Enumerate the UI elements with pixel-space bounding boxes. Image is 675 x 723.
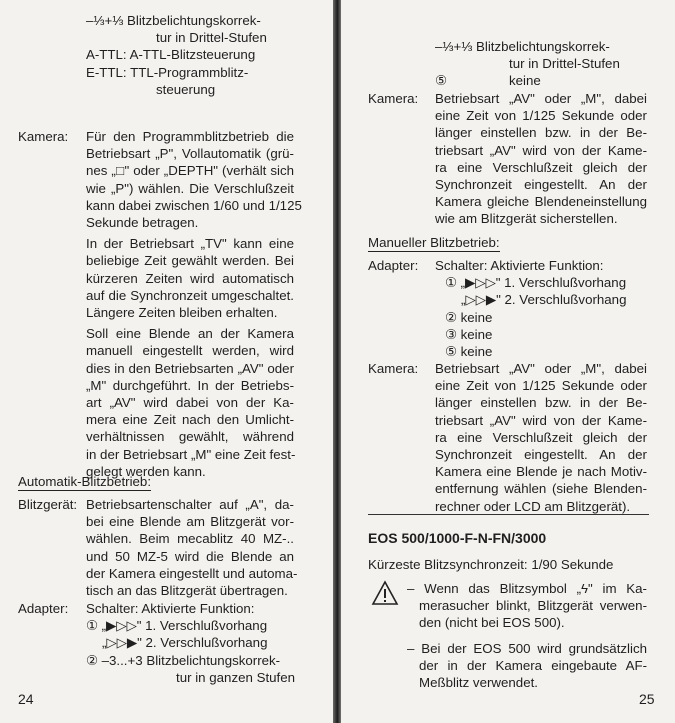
page-number: 24 xyxy=(18,691,34,707)
text-line: gelegt werden kann. xyxy=(86,463,206,479)
sync-time-line: Kürzeste Blitzsynchronzeit: 1/90 Sekunde xyxy=(368,557,614,572)
text-line: tisch an das Blitzgerät übertragen. xyxy=(86,583,288,599)
kamera-paragraph xyxy=(86,128,302,480)
text-line: eine Zeit von 1/125 Sekunde oder xyxy=(435,378,647,394)
warning-note xyxy=(407,580,647,632)
section-divider xyxy=(368,514,649,515)
flash-item-line: A-TTL: A-TTL-Blitzsteuerung xyxy=(86,47,256,63)
eos-model-heading: EOS 500/1000-F-N-FN/3000 xyxy=(368,530,547,546)
text-line: Synchronzeit eingestellt. An der xyxy=(435,177,647,193)
text-line: Sekunde betragen. xyxy=(86,215,199,231)
flash-item-line: steuerung xyxy=(156,81,216,97)
flash-item-line: ⑤ xyxy=(435,73,447,89)
text-line: Betriebsart „AV" oder „M", dabei xyxy=(435,91,647,106)
text-line: ra eine Verschlußzeit gleich der xyxy=(435,429,647,445)
text-line: in der Betriebsart „M" eine Zeit fest- xyxy=(86,446,296,462)
flash-item-line: –⅓+⅓ Blitzbelichtungskorrek- xyxy=(86,13,261,28)
text-line: wie am Blitzgerät sicherstellen. xyxy=(435,211,618,227)
text-line: „▷▷▶" 2. Verschlußvorhang xyxy=(461,292,627,308)
text-line: kann dabei zwischen 1/60 und 1/125 xyxy=(86,197,302,213)
blitzgeraet-label: Blitzgerät: xyxy=(18,497,78,512)
text-line: Betriebsart „P", Vollautomatik (grü- xyxy=(86,146,294,162)
warning-triangle-icon xyxy=(371,580,399,606)
right-page xyxy=(341,0,675,723)
text-line: kürzeren Zeiten wird automatisch xyxy=(86,270,294,286)
text-line: Kamera gleiche Blendeneinstellung xyxy=(435,194,647,210)
text-line: ra eine Verschlußzeit gleich der xyxy=(435,159,647,175)
text-line: Längere Zeiten bleiben erhalten. xyxy=(86,305,278,321)
flash-item-line: –⅓+⅓ Blitzbelichtungskorrek- xyxy=(435,39,610,54)
text-line: tur in ganzen Stufen xyxy=(176,669,296,685)
text-line: Schalter: Aktivierte Funktion: xyxy=(86,601,255,616)
text-line: ⑤ keine xyxy=(445,344,493,360)
text-line: bei eine Blende am Blitzgerät vor- xyxy=(86,514,294,530)
text-line: beliebige Zeit gewählt werden. Bei xyxy=(86,253,294,269)
text-line: rechner oder LCD am Blitzgerät). xyxy=(435,498,631,514)
text-line: Synchronzeit eingestellt. An der xyxy=(435,447,647,463)
text-line: „M" durchgeführt. In der Betriebs- xyxy=(86,377,294,393)
kamera-label: Kamera: xyxy=(368,361,419,376)
kamera-paragraph xyxy=(435,360,647,515)
flash-settings-list xyxy=(86,12,296,98)
manual-heading: Manueller Blitzbetrieb: xyxy=(368,235,500,250)
text-line: Meßblitz verwendet. xyxy=(419,675,538,691)
page-number: 25 xyxy=(639,691,655,707)
flash-item-line: tur in Drittel-Stufen xyxy=(156,30,267,46)
flash-settings-list xyxy=(435,38,650,90)
adapter-switch-list xyxy=(86,600,296,686)
text-line: ② keine xyxy=(445,309,493,325)
text-line: ② –3...+3 Blitzbelichtungskorrek- xyxy=(86,652,281,668)
text-line: Für den Programmblitzbetrieb die xyxy=(86,129,294,144)
text-line: In der Betriebsart „TV" kann eine xyxy=(86,236,294,252)
text-line: entfernung wählen (siehe Blenden- xyxy=(435,481,647,497)
flash-item-line: tur in Drittel-Stufen xyxy=(509,56,620,72)
text-line: eine Zeit von 1/125 Sekunde oder xyxy=(435,108,647,124)
text-line: den (nicht bei EOS 500). xyxy=(419,615,565,631)
blitzgeraet-paragraph xyxy=(86,496,298,599)
kamera-paragraph xyxy=(435,90,647,228)
text-line: Schalter: Aktivierte Funktion: xyxy=(435,258,604,273)
text-line: wie „P") wählen. Die Verschlußzeit xyxy=(86,180,294,196)
text-line: länger einstellen bzw. in der Be- xyxy=(435,125,647,141)
text-line: merasucher blinkt, Blitzgerät verwen- xyxy=(419,598,647,614)
adapter-label: Adapter: xyxy=(368,258,419,273)
text-line: der in der Kamera eingebaute AF- xyxy=(419,658,647,674)
flash-item-line: E-TTL: TTL-Programmblitz- xyxy=(86,64,249,80)
text-line: der Kamera eingestellt und automa- xyxy=(86,565,298,581)
text-line: mera eine Zeit nach den Umlicht- xyxy=(86,412,294,428)
text-line: nes „□" oder „DEPTH" (verhält sich xyxy=(86,163,294,179)
text-line: und 50 MZ-5 wird die Blende an xyxy=(86,548,294,564)
flash-item-value: keine xyxy=(509,73,541,88)
text-line: – Bei der EOS 500 wird grundsätzlich xyxy=(407,641,647,656)
text-line: Betriebsart „AV" oder „M", dabei xyxy=(435,361,647,376)
text-line: ① „▶▷▷" 1. Verschlußvorhang xyxy=(86,618,268,634)
text-line: triebsart „AV" wird von der Kame- xyxy=(435,412,647,428)
text-line: Kamera eine Blende je nach Motiv- xyxy=(435,464,647,480)
text-line: manuell eingestellt werden, wird xyxy=(86,343,294,359)
book-spine xyxy=(333,0,341,723)
eos500-note xyxy=(407,640,647,692)
kamera-label: Kamera: xyxy=(18,129,69,144)
text-line: Soll eine Blende an der Kamera xyxy=(86,326,294,342)
text-line: ③ keine xyxy=(445,326,493,342)
adapter-switch-list xyxy=(435,257,650,360)
text-line: art „AV" wird dabei von der Ka- xyxy=(86,395,294,411)
text-line: – Wenn das Blitzsymbol „ϟ" im Ka- xyxy=(407,581,647,596)
text-line: länger einstellen bzw. in der Be- xyxy=(435,395,647,411)
text-line: auf die Synchronzeit umgeschaltet. xyxy=(86,287,294,303)
text-line: „▷▷▶" 2. Verschlußvorhang xyxy=(102,635,268,651)
left-page xyxy=(0,0,333,723)
text-line: dies in den Betriebsarten „AV" oder xyxy=(86,360,294,376)
automatik-heading: Automatik-Blitzbetrieb: xyxy=(18,474,152,489)
text-line: wählen. Beim mecablitz 40 MZ-.. xyxy=(86,531,294,547)
text-line: Betriebsartenschalter auf „A", da- xyxy=(86,497,294,512)
text-line: ① „▶▷▷" 1. Verschlußvorhang xyxy=(445,275,627,291)
adapter-label: Adapter: xyxy=(18,601,69,616)
text-line: triebsart „AV" wird von der Kame- xyxy=(435,142,647,158)
kamera-label: Kamera: xyxy=(368,91,419,106)
text-line: verhältnissen gewählt, während xyxy=(86,429,294,445)
